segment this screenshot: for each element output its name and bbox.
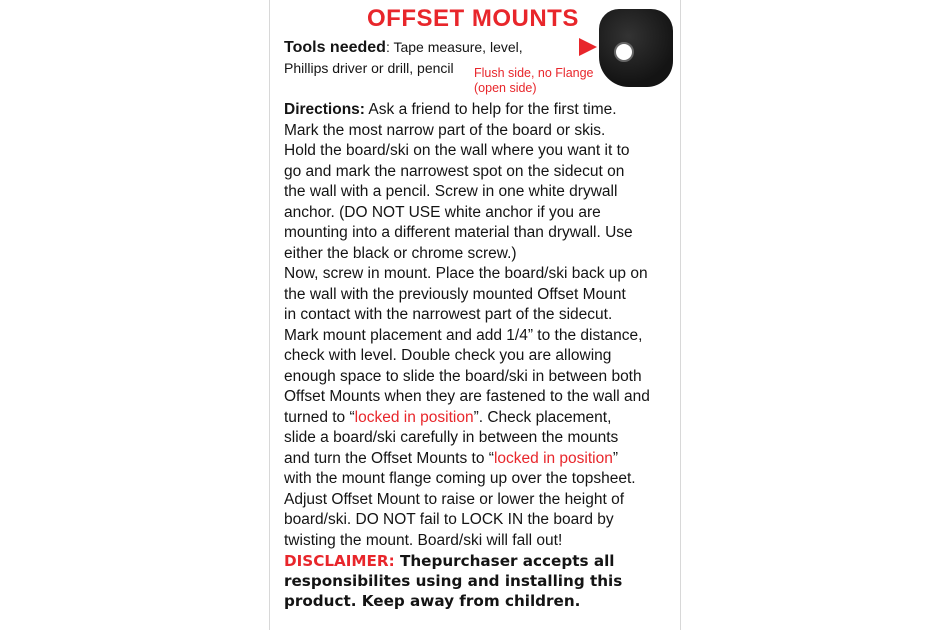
directions-line-21: board/ski. DO NOT fail to LOCK IN the board by: [284, 511, 614, 528]
disclaimer-line-2: responsibilites using and installing this: [284, 572, 623, 590]
left-divider: [269, 0, 270, 630]
triangle-arrow-icon: [579, 38, 597, 56]
directions-label: Directions:: [284, 101, 365, 118]
directions-line-16a: turned to “: [284, 408, 355, 426]
disclaimer: [284, 551, 674, 611]
page-title: OFFSET MOUNTS: [367, 5, 579, 32]
disclaimer-label: DISCLAIMER:: [284, 552, 395, 570]
directions-line-4: go and mark the narrowest spot on the sidecut on: [284, 162, 625, 180]
directions-line-18a: and turn the Offset Mounts to “: [284, 449, 494, 467]
directions-line-14: enough space to slide the board/ski in between both: [284, 367, 642, 385]
mount-note: [474, 66, 614, 96]
disclaimer-line-3: product. Keep away from children.: [284, 592, 581, 610]
directions-line-12: Mark mount placement and add 1/4” to the distance,: [284, 326, 643, 344]
directions-text: [284, 100, 679, 551]
directions-line-7: mounting into a different material than drywall. Use: [284, 224, 633, 241]
locked-in-position-2: locked in position: [493, 449, 613, 467]
directions-line-2: Mark the most narrow part of the board or skis.: [284, 121, 606, 139]
locked-in-position-1: locked in position: [354, 408, 474, 426]
directions-line-11: in contact with the narrowest part of the sidecut.: [284, 306, 613, 323]
tools-text-2: Phillips driver or drill, pencil: [284, 60, 454, 76]
directions-line-19: with the mount flange coming up over the topsheet.: [284, 470, 636, 487]
directions-line-1: Ask a friend to help for the first time.: [364, 101, 617, 118]
directions-line-20: Adjust Offset Mount to raise or lower the height of: [284, 490, 625, 508]
directions-line-13: check with level. Double check you are allowing: [284, 347, 612, 364]
mount-hole-icon: [614, 42, 634, 62]
directions-line-5: the wall with a pencil. Screw in one white drywall: [284, 183, 618, 200]
tools-text-1: : Tape measure, level,: [385, 39, 523, 55]
directions-line-22: twisting the mount. Board/ski will fall out!: [284, 531, 563, 549]
directions-line-10: the wall with the previously mounted Offset Mount: [284, 285, 626, 303]
tools-label: Tools needed: [284, 39, 386, 56]
disclaimer-line-1: Thepurchaser accepts all: [394, 552, 615, 570]
directions-line-3: Hold the board/ski on the wall where you want it to: [284, 142, 630, 159]
directions-line-15: Offset Mounts when they are fastened to the wall and: [284, 388, 650, 405]
right-divider: [680, 0, 681, 630]
directions-line-16c: ”. Check placement,: [473, 408, 612, 426]
mount-note-line-2: (open side): [474, 81, 537, 95]
directions-line-8: either the black or chrome screw.): [284, 244, 517, 262]
directions-line-9: Now, screw in mount. Place the board/ski back up on: [284, 265, 648, 282]
directions-line-17: slide a board/ski carefully in between the mounts: [284, 429, 619, 446]
mount-note-line-1: Flush side, no Flange: [474, 66, 594, 80]
directions-line-18c: ”: [612, 449, 619, 467]
directions-line-6: anchor. (DO NOT USE white anchor if you are: [284, 203, 601, 221]
